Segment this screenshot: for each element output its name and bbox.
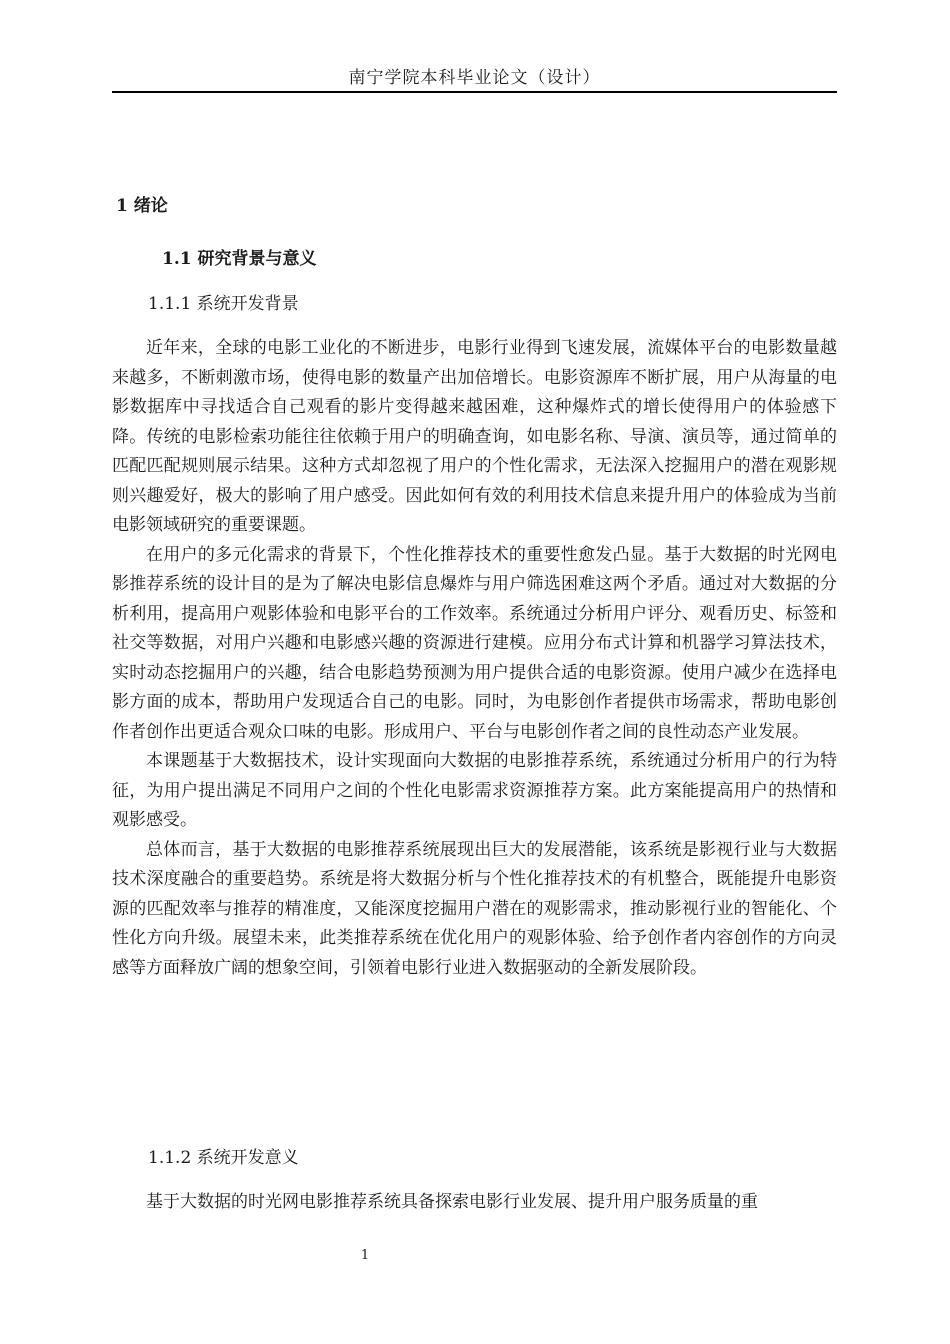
subsection-title-background: 1.1.1 系统开发背景 [148,294,299,314]
body-paragraph: 本课题基于大数据技术，设计实现面向大数据的电影推荐系统，系统通过分析用户的行为特征，为用户提出满足不同用户之间的个性化电影需求资源推荐方案。此方案能提高用户的热情和观影感受。 [112,751,837,830]
body-paragraph: 在用户的多元化需求的背景下，个性化推荐技术的重要性愈发凸显。基于大数据的时光网电影推荐系统的设计目的是为了解决电影信息爆炸与用户筛选困难这两个矛盾。通过对大数据的分析利用，提高用户观影体验和电影平台的工作效率。系统通过分析用户评分、观看历史、标签和社交等数据，对用户兴趣和电影感兴趣的资源进行建模。应用分布式计算和机器学习算法技术，实时动态挖掘用户的兴趣，结合电影趋势预测为用户提供合适的电影资源。使用户减少在选择电影方面的成本，帮助用户发现适合自己的电影。同时，为电影创作者提供市场需求，帮助电影创作者创作出更适合观众口味的电影。形成用户、平台与电影创作者之间的良性动态产业发展。 [112,544,837,742]
page-number: 1 [360,1248,370,1263]
chapter-title: 1 绪论 [116,196,168,216]
body-paragraph: 总体而言，基于大数据的电影推荐系统展现出巨大的发展潜能，该系统是影视行业与大数据技术深度融合的重要趋势。系统是将大数据分析与个性化推荐技术的有机整合，既能提升电影资源的匹配效率与推荐的精准度，又能深度挖掘用户潜在的观影需求，推动影视行业的智能化、个性化方向升级。展望未来，此类推荐系统在优化用户的观影体验、给予创作者内容创作的方向灵感等方面释放广阔的想象空间，引领着电影行业进入数据驱动的全新发展阶段。 [112,839,837,978]
subsection-body-significance [112,1188,837,1218]
subsection-body-background [112,334,837,983]
body-paragraph: 近年来，全球的电影工业化的不断进步，电影行业得到飞速发展，流媒体平台的电影数量越来越多，不断刺激市场，使得电影的数量产出加倍增长。电影资源库不断扩展，用户从海量的电影数据库中寻找适合自己观看的影片变得越来越困难，这种爆炸式的增长使得用户的体验感下降。传统的电影检索功能往往依赖于用户的明确查询，如电影名称、导演、演员等，通过简单的匹配匹配规则展示结果。这种方式却忽视了用户的个性化需求，无法深入挖掘用户的潜在观影规则兴趣爱好，极大的影响了用户感受。因此如何有效的利用技术信息来提升用户的体验成为当前电影领域研究的重要课题。 [112,338,837,535]
header-divider [112,91,837,93]
subsection-title-significance: 1.1.2 系统开发意义 [148,1148,299,1168]
section-title: 1.1 研究背景与意义 [162,249,317,269]
body-paragraph: 基于大数据的时光网电影推荐系统具备探索电影行业发展、提升用户服务质量的重 [146,1192,758,1212]
page-header: 南宁学院本科毕业论文（设计） [348,68,601,88]
